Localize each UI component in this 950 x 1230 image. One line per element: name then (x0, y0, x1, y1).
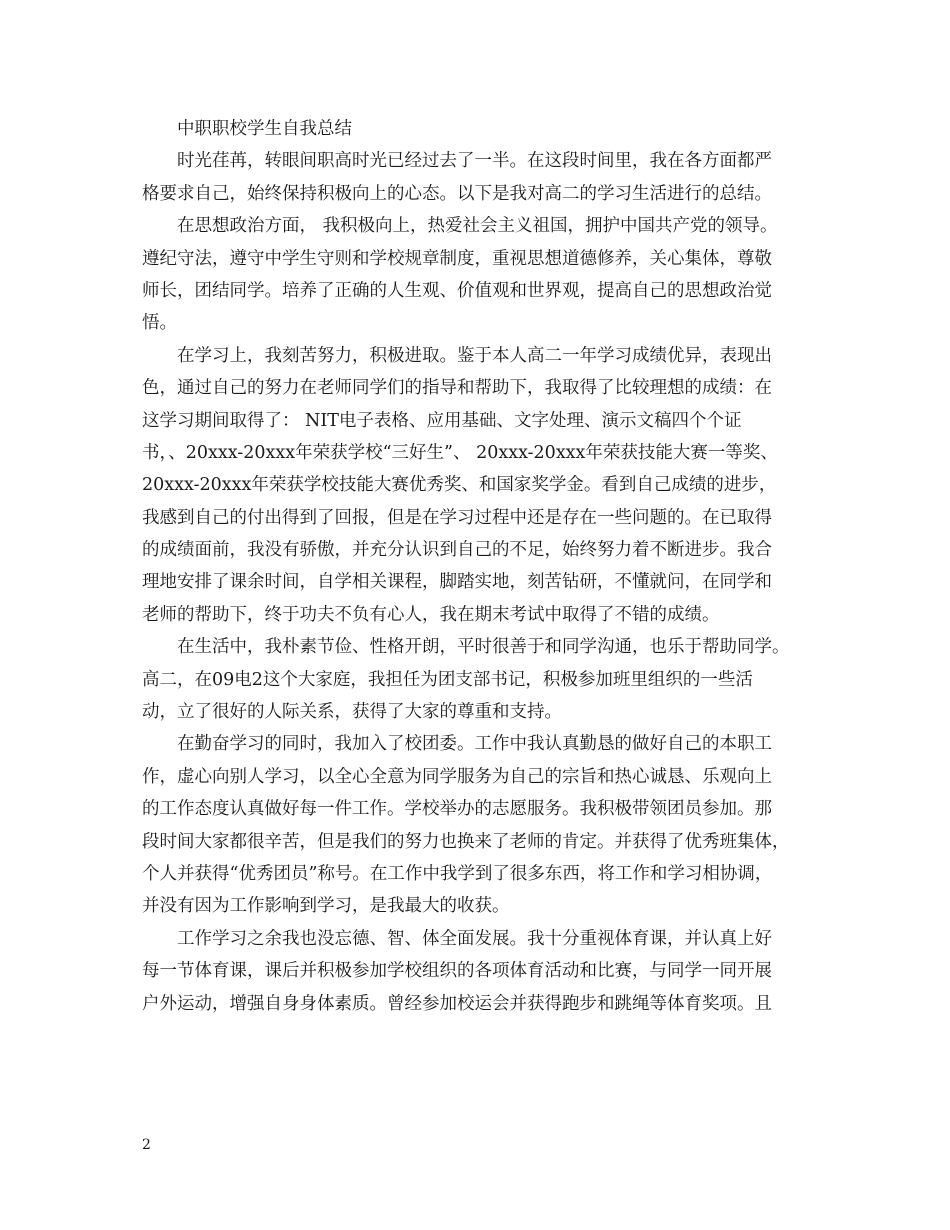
paragraph-line: 在生活中，我朴素节俭、性格开朗，平时很善于和同学沟通，也乐于帮助同学。 (177, 637, 790, 658)
page-number: 2 (142, 1137, 151, 1153)
paragraph-line: 的成绩面前，我没有骄傲，并充分认识到自己的不足，始终努力着不断进步。我合 (142, 540, 772, 561)
paragraph-line: 格要求自己，始终保持积极向上的心态。以下是我对高二的学习生活进行的总结。 (142, 183, 772, 204)
paragraph-line: 的工作态度认真做好每一件工作。学校举办的志愿服务。我积极带领团员参加。那 (142, 799, 772, 820)
paragraph-line: 高二，在09电2这个大家庭，我担任为团支部书记，积极参加班里组织的一些活 (142, 669, 753, 690)
paragraph-line: 老师的帮助下，终于功夫不负有心人，我在期末考试中取得了不错的成绩。 (142, 604, 720, 625)
paragraph-line: 每一节体育课，课后并积极参加学校组织的各项体育活动和比赛，与同学一同开展 (142, 961, 772, 982)
paragraph-line: 户外运动，增强自身身体素质。曾经参加校运会并获得跑步和跳绳等体育奖项。且 (142, 993, 772, 1014)
paragraph-line: 这学习期间取得了： NIT电子表格、应用基础、文字处理、演示文稿四个个证 (142, 410, 742, 431)
paragraph-line: 作，虚心向别人学习，以全心全意为同学服务为自己的宗旨和热心诚恳、乐观向上 (142, 766, 772, 787)
paragraph-line: 理地安排了课余时间，自学相关课程，脚踏实地，刻苦钻研，不懂就问，在同学和 (142, 572, 772, 593)
paragraph-line: 并没有因为工作影响到学习，是我最大的收获。 (142, 896, 510, 917)
paragraph-line: 书，、20xxx-20xxx年荣获学校“三好生”、 20xxx-20xxx年荣获技能大赛一等奖、 (142, 442, 778, 463)
document-body (142, 113, 812, 1020)
paragraph-line: 在学习上，我刻苦努力，积极进取。鉴于本人高二一年学习成绩优异，表现出 (177, 345, 772, 366)
paragraph-line: 悟。 (142, 313, 177, 334)
paragraph-line: 段时间大家都很辛苦，但是我们的努力也换来了老师的肯定。并获得了优秀班集体， (142, 831, 790, 852)
paragraph-line: 色，通过自己的努力在老师同学们的指导和帮助下，我取得了比较理想的成绩：在 (142, 378, 772, 399)
paragraph-line: 20xxx-20xxx年荣获学校技能大赛优秀奖、和国家奖学金。看到自己成绩的进步， (142, 475, 777, 496)
document-title: 中职职校学生自我总结 (177, 119, 352, 139)
paragraph-line: 个人并获得“优秀团员”称号。在工作中我学到了很多东西，将工作和学习相协调， (142, 863, 773, 884)
paragraph-line: 师长，团结同学。培养了正确的人生观、价值观和世界观，提高自己的思想政治觉 (142, 280, 772, 301)
paragraph-line: 在勤奋学习的同时，我加入了校团委。工作中我认真勤恳的做好自己的本职工 (177, 734, 772, 755)
paragraph-line: 工作学习之余我也没忘德、智、体全面发展。我十分重视体育课，并认真上好 (177, 928, 772, 949)
paragraph-line: 遵纪守法，遵守中学生守则和学校规章制度，重视思想道德修养，关心集体，尊敬 (142, 248, 772, 269)
paragraph-line: 我感到自己的付出得到了回报，但是在学习过程中还是存在一些问题的。在已取得 (142, 507, 772, 528)
paragraph-line: 在思想政治方面， 我积极向上，热爱社会主义祖国，拥护中国共产党的领导。 (177, 216, 778, 237)
paragraph-line: 时光荏苒，转眼间职高时光已经过去了一半。在这段时间里，我在各方面都严 (177, 151, 772, 172)
paragraph-line: 动，立了很好的人际关系，获得了大家的尊重和支持。 (142, 702, 562, 723)
